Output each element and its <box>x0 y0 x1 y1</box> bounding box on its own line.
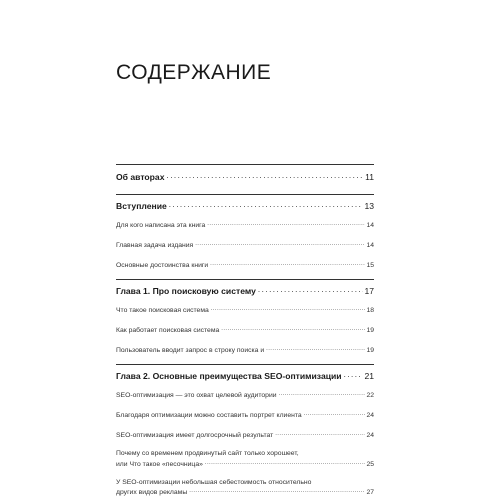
toc-page-number: 22 <box>366 391 374 399</box>
toc-entry-line: Почему со временем продвинутый сайт только хорошеет, <box>116 449 299 457</box>
leader-dots <box>344 371 364 380</box>
toc-page-number: 13 <box>364 201 374 212</box>
toc-page-number: 11 <box>365 171 374 182</box>
toc-page-number: 19 <box>366 326 374 334</box>
toc-chapter[interactable] <box>116 194 374 212</box>
toc-list <box>116 164 374 496</box>
toc-entry-label: Глава 1. Про поисковую систему <box>116 286 256 297</box>
toc-page-number: 18 <box>366 306 374 314</box>
toc-entry-label: Вступление <box>116 201 167 212</box>
leader-dots <box>205 459 366 466</box>
toc-entry-label: SEO-оптимизация — это охват целевой аудитории <box>116 391 277 399</box>
toc-subsection[interactable] <box>116 220 374 229</box>
leader-dots <box>189 488 365 495</box>
toc-subsection[interactable] <box>116 260 374 269</box>
leader-dots <box>169 201 364 210</box>
toc-entry-label: Что такое поисковая система <box>116 306 209 314</box>
leader-dots <box>211 305 366 312</box>
toc-subsection[interactable] <box>116 449 374 468</box>
toc-subsection[interactable] <box>116 240 374 249</box>
toc-entry-label: Об авторах <box>116 171 165 182</box>
toc-entry-line: У SEO-оптимизации небольшая себестоимость относительно <box>116 478 312 486</box>
toc-entry-label: Глава 2. Основные преимущества SEO-оптимизации <box>116 371 342 382</box>
toc-entry-label: или Что такое «песочница» <box>116 460 203 468</box>
toc-page-number: 15 <box>366 261 374 269</box>
toc-entry-label: Как работает поисковая система <box>116 326 220 334</box>
toc-page-number: 24 <box>366 411 374 419</box>
leader-dots <box>207 220 365 227</box>
leader-dots <box>266 345 365 352</box>
toc-entry-label: Главная задача издания <box>116 241 194 249</box>
toc-subsection[interactable] <box>116 410 374 419</box>
toc-subsection[interactable] <box>116 325 374 334</box>
toc-entry-label: Для кого написана эта книга <box>116 221 206 229</box>
toc-page-number: 24 <box>366 431 374 439</box>
toc-page-number: 19 <box>366 346 374 354</box>
toc-entry-label: SEO-оптимизация имеет долгосрочный результат <box>116 431 274 439</box>
leader-dots <box>221 325 365 332</box>
toc-subsection[interactable] <box>116 345 374 354</box>
leader-dots <box>258 286 364 295</box>
toc-chapter[interactable] <box>116 164 374 182</box>
toc-page-number: 21 <box>364 371 374 382</box>
toc-subsection[interactable] <box>116 390 374 399</box>
leader-dots <box>279 390 366 397</box>
page-title: СОДЕРЖАНИЕ <box>116 61 272 84</box>
toc-page-number: 25 <box>366 460 374 468</box>
toc-page-number: 17 <box>364 286 374 297</box>
toc-entry-label: других видов рекламы <box>116 489 188 497</box>
toc-entry-label: Основные достоинства книги <box>116 261 209 269</box>
toc-entry-last-line <box>116 488 374 497</box>
leader-dots <box>304 410 366 417</box>
toc-chapter[interactable] <box>116 364 374 382</box>
leader-dots <box>166 171 364 180</box>
toc-page-number: 14 <box>366 241 374 249</box>
leader-dots <box>275 430 365 437</box>
toc-entry-label: Пользователь вводит запрос в строку поиска и <box>116 346 265 354</box>
leader-dots <box>210 260 365 267</box>
leader-dots <box>195 240 365 247</box>
toc-page-number: 27 <box>366 489 374 497</box>
toc-subsection[interactable] <box>116 430 374 439</box>
toc-chapter[interactable] <box>116 279 374 297</box>
toc-subsection[interactable] <box>116 478 374 497</box>
toc-page-number: 14 <box>366 221 374 229</box>
toc-entry-last-line <box>116 459 374 468</box>
toc-subsection[interactable] <box>116 305 374 314</box>
toc-entry-label: Благодаря оптимизации можно составить портрет клиента <box>116 411 302 419</box>
